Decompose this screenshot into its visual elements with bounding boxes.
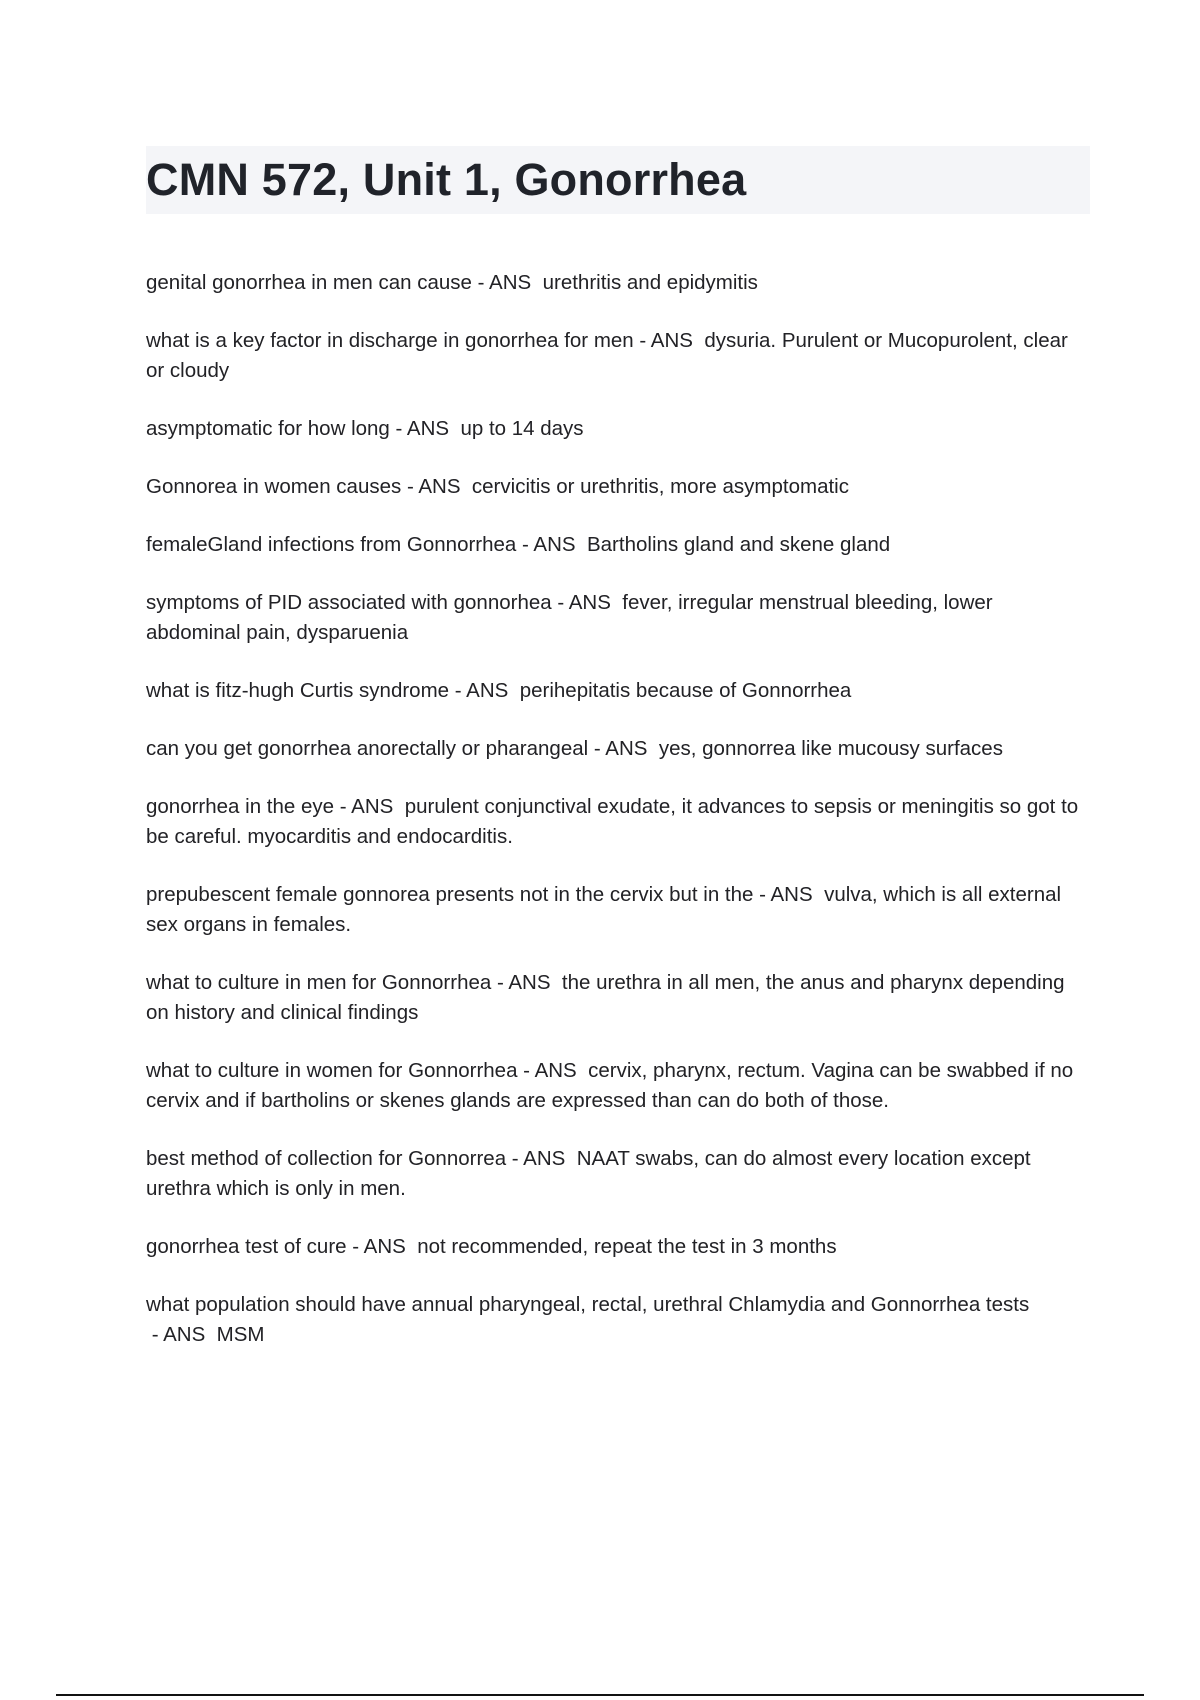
question: gonorrhea in the eye xyxy=(146,795,335,818)
document-title: CMN 572, Unit 1, Gonorrhea xyxy=(146,154,747,205)
answer: perihepitatis because of Gonnorrhea xyxy=(519,679,852,702)
answer-separator: - ANS xyxy=(449,679,520,702)
answer: MSM xyxy=(216,1323,265,1346)
answer-separator: - ANS xyxy=(401,475,472,498)
answer-separator: - ANS xyxy=(146,1323,217,1346)
answer-separator: - ANS xyxy=(753,883,825,906)
answer: up to 14 days xyxy=(460,417,584,440)
question: Gonnorea in women causes xyxy=(146,475,402,498)
qa-item xyxy=(146,1232,1090,1262)
answer: the urethra in all men, the anus and pharynx depending on history and clinical findings xyxy=(146,971,1065,1024)
question: prepubescent female gonnorea presents not in the cervix but in the xyxy=(146,883,754,906)
qa-list xyxy=(146,268,1090,1378)
answer-separator: - ANS xyxy=(389,417,461,440)
answer-separator: - ANS xyxy=(346,1235,418,1258)
answer: vulva, which is all external sex organs in females. xyxy=(146,883,1062,936)
answer: not recommended, repeat the test in 3 months xyxy=(417,1235,837,1258)
qa-item xyxy=(146,968,1090,1028)
answer: cervicitis or urethritis, more asymptomatic xyxy=(471,475,849,498)
answer: fever, irregular menstrual bleeding, lower abdominal pain, dysparuenia xyxy=(146,591,993,644)
question: best method of collection for Gonnorrea xyxy=(146,1147,507,1170)
qa-item xyxy=(146,530,1090,560)
answer-separator: - ANS xyxy=(471,271,543,294)
qa-item xyxy=(146,792,1090,852)
answer: dysuria. Purulent or Mucopurolent, clear or cloudy xyxy=(146,329,1068,382)
answer: urethritis and epidymitis xyxy=(542,271,758,294)
qa-item xyxy=(146,1144,1090,1204)
qa-item xyxy=(146,734,1090,764)
question: gonorrhea test of cure xyxy=(146,1235,347,1258)
qa-item xyxy=(146,880,1090,940)
answer-separator: - ANS xyxy=(588,737,659,760)
question: what population should have annual pharyngeal, rectal, urethral Chlamydia and Gonnorrhea tests xyxy=(146,1293,1030,1316)
question: genital gonorrhea in men can cause xyxy=(146,271,472,294)
footer-rule xyxy=(56,1694,1144,1696)
title-bar xyxy=(146,146,1090,214)
qa-item xyxy=(146,1290,1090,1350)
answer: NAAT swabs, can do almost every location except urethra which is only in men. xyxy=(146,1147,1031,1200)
question: what to culture in men for Gonnorrhea xyxy=(146,971,492,994)
question: asymptomatic for how long xyxy=(146,417,390,440)
answer: purulent conjunctival exudate, it advances to sepsis or meningitis so got to be careful. myocarditis and endocarditis. xyxy=(146,795,1079,848)
question: femaleGland infections from Gonnorrhea xyxy=(146,533,517,556)
answer: yes, gonnorrea like mucousy surfaces xyxy=(658,737,1003,760)
answer-separator: - ANS xyxy=(517,1059,589,1082)
qa-item xyxy=(146,326,1090,386)
qa-item xyxy=(146,588,1090,648)
answer-separator: - ANS xyxy=(551,591,623,614)
answer-separator: - ANS xyxy=(516,533,587,556)
answer: Bartholins gland and skene gland xyxy=(586,533,891,556)
qa-item xyxy=(146,472,1090,502)
question: can you get gonorrhea anorectally or pharangeal xyxy=(146,737,589,760)
qa-item xyxy=(146,1056,1090,1116)
qa-item xyxy=(146,676,1090,706)
question: what is a key factor in discharge in gonorrhea for men xyxy=(146,329,634,352)
answer-separator: - ANS xyxy=(506,1147,577,1170)
qa-item xyxy=(146,268,1090,298)
qa-item xyxy=(146,414,1090,444)
question: symptoms of PID associated with gonnorhea xyxy=(146,591,552,614)
answer-separator: - ANS xyxy=(491,971,562,994)
question: what is fitz-hugh Curtis syndrome xyxy=(146,679,450,702)
answer-separator: - ANS xyxy=(633,329,705,352)
answer: cervix, pharynx, rectum. Vagina can be swabbed if no cervix and if bartholins or skenes glands are expressed than can do both of those. xyxy=(146,1059,1074,1112)
answer-separator: - ANS xyxy=(334,795,405,818)
question: what to culture in women for Gonnorrhea xyxy=(146,1059,518,1082)
